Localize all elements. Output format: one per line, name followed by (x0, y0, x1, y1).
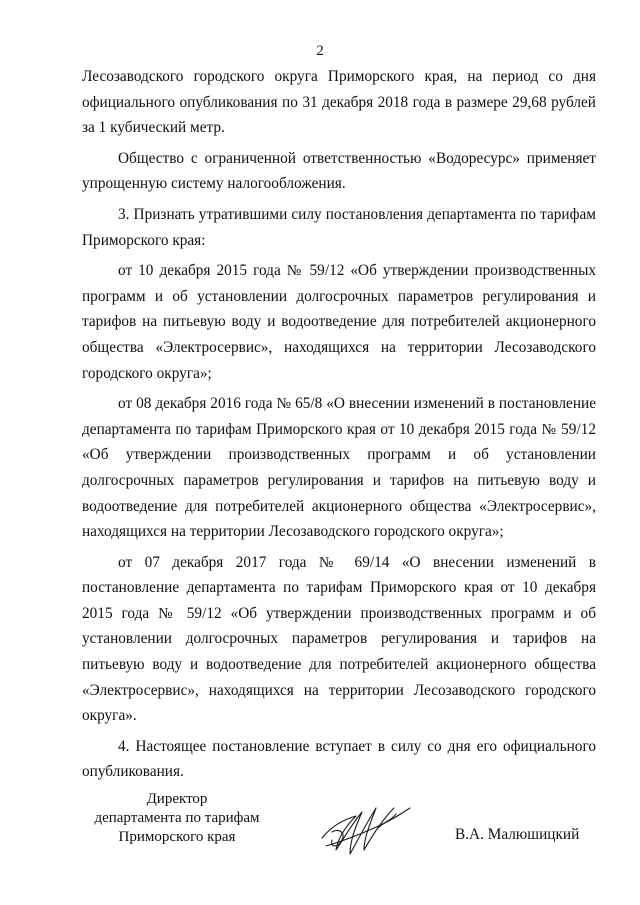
paragraph-repealed-2017: от 07 декабря 2017 года № 69/14 «О внесении изменений в постановление департамента по тарифам Приморского края от 10 декабря 2015 года № 59/12 «Об утверждении производственных программ и об установлении долгосрочных параметров регулирования и тарифов на питьевую воду и водоотведение для потребителей акционерного общества «Электросервис», находящихся на территории Лесозаводского городского округа». (82, 553, 596, 725)
document-body (82, 64, 596, 790)
paragraph-item-3-intro: 3. Признать утратившими силу постановления департамента по тарифам Приморского края: (82, 205, 596, 249)
signatory-position-line: Приморского края (118, 829, 236, 845)
signatory-name: В.А. Малюшицкий (455, 826, 580, 843)
signatory-position (82, 790, 272, 847)
signature-block (0, 790, 640, 870)
paragraph-repealed-2015: от 10 декабря 2015 года № 59/12 «Об утверждении производственных программ и об установлении долгосрочных параметров регулирования и тарифов на питьевую воду и водоотведение для потребителей акционерного общества «Электросервис», находящихся на территории Лесозаводского городского округа»; (82, 262, 596, 382)
paragraph-tariff-continuation: Лесозаводского городского округа Приморского края, на период со дня официального опубликования по 31 декабря 2018 года в размере 29,68 рублей за 1 кубический метр. (82, 68, 596, 137)
signatory-position-line: Директор (146, 791, 208, 807)
page-number: 2 (316, 43, 324, 59)
handwritten-signature-icon (316, 798, 416, 862)
paragraph-taxation-note: Общество с ограниченной ответственностью «Водоресурс» применяет упрощенную систему налогообложения. (82, 149, 596, 193)
paragraph-item-4-effective: 4. Настоящее постановление вступает в силу со дня его официального опубликования. (82, 737, 596, 781)
paragraph-repealed-2016: от 08 декабря 2016 года № 65/8 «О внесении изменений в постановление департамента по тарифам Приморского края от 10 декабря 2015 года № 59/12 «Об утверждении производственных программ и об установлении долгосрочных параметров регулирования и тарифов на питьевую воду и водоотведение для потребителей акционерного общества «Электросервис», находящихся на территории Лесозаводского городского округа»; (82, 395, 596, 541)
signatory-position-line: департамента по тарифам (94, 810, 260, 826)
